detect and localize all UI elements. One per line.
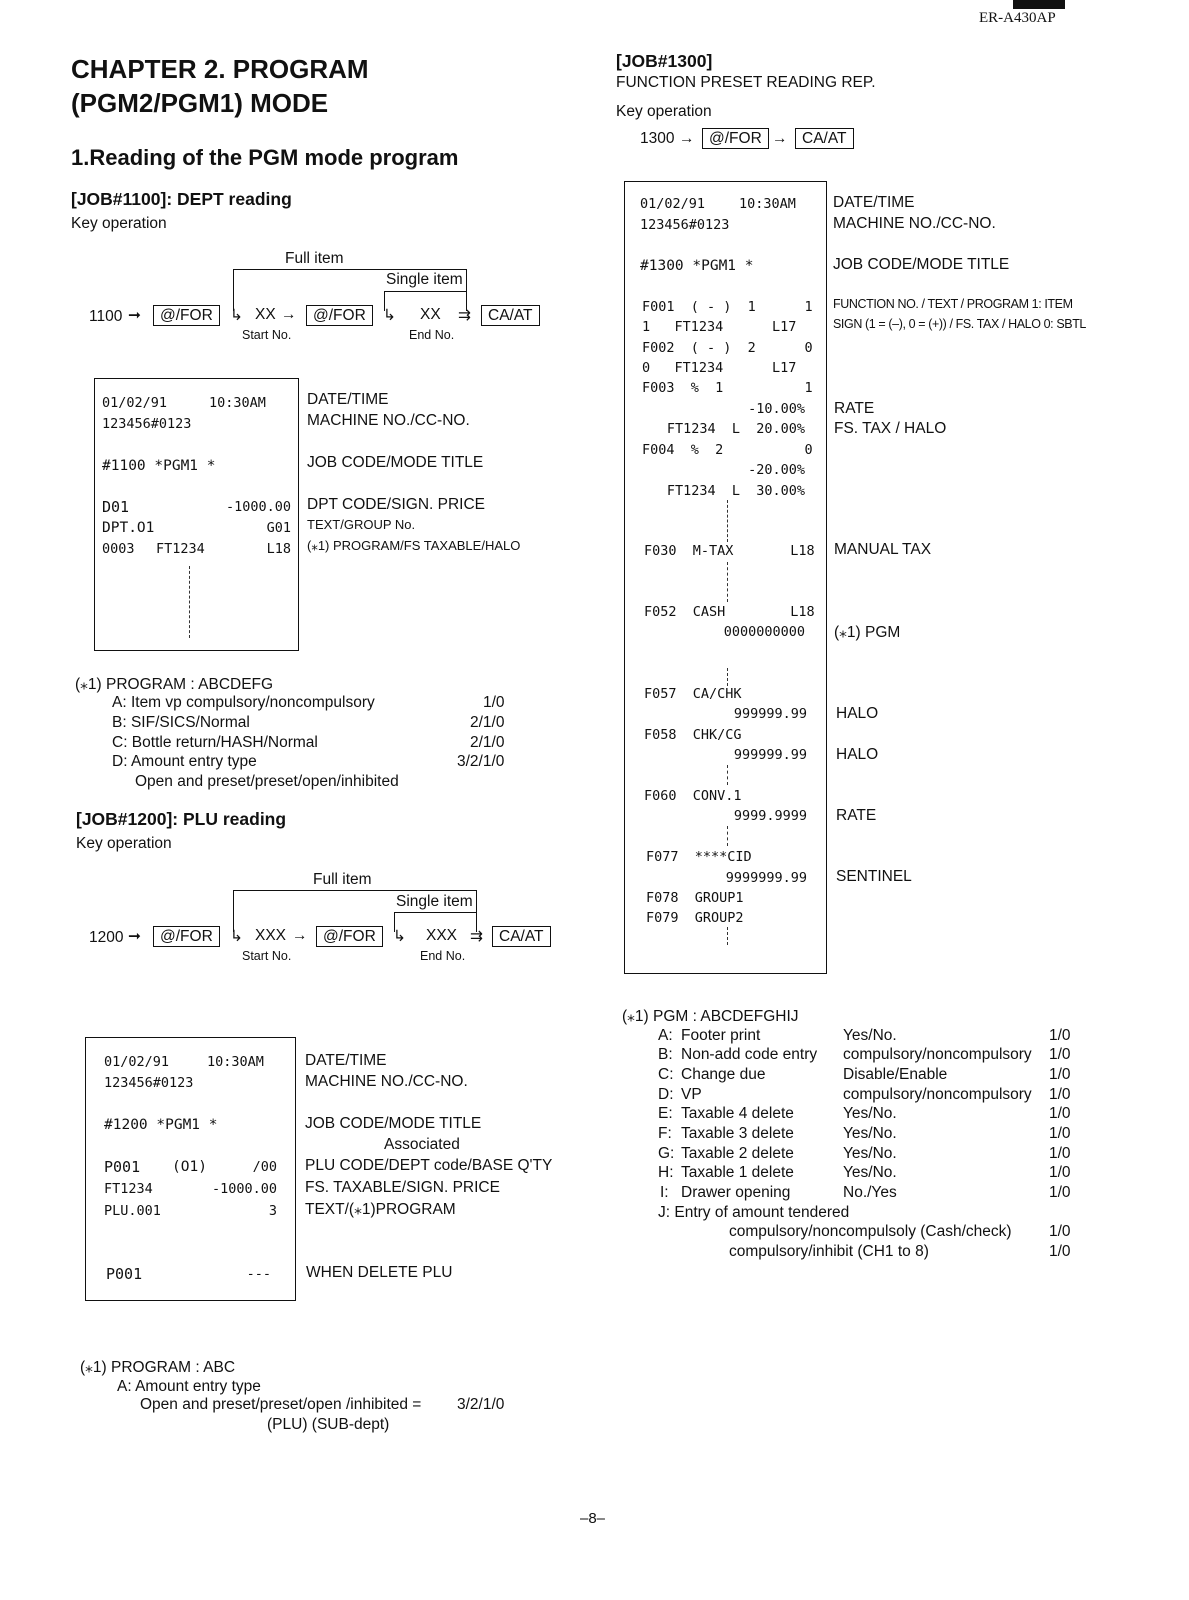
start-no-label: Start No. [242,328,292,342]
label-function-2: SIGN (1 = (–), 0 = (+)) / FS. TAX / HALO 0: SBTL [833,317,1086,331]
label-date-time-2: DATE/TIME [305,1052,387,1069]
full-item-label-2: Full item [313,871,372,888]
label-date-time-3: DATE/TIME [833,194,915,211]
receipt-1100: 01/02/91 10:30AM 123456#0123 #1100 *PGM1 * D01 -1000.00 DPT.O1 G01 0003 FT1234 L18 [94,378,299,651]
label-fs-taxable: FS. TAXABLE/SIGN. PRICE [305,1179,500,1196]
for-key-5: @/FOR [702,128,769,149]
label-text-prog: TEXT/(⁎1)PROGRAM [305,1201,456,1218]
code-1300: 1300 [640,130,675,147]
label-manual-tax: MANUAL TAX [834,541,932,558]
label-date-time: DATE/TIME [307,391,389,408]
single-item-label-2: Single item [396,893,473,910]
single-item-label: Single item [386,271,463,288]
job1100-title: [JOB#1100]: DEPT reading [71,189,292,209]
code-1100: 1100 [89,308,123,325]
pgm-note-1300: (⁎1) PGM : ABCDEFGHIJ [622,1008,799,1025]
label-machine: MACHINE NO./CC-NO. [307,412,470,429]
for-key: @/FOR [153,305,220,326]
start-no-label-2: Start No. [242,949,292,963]
label-text-group: TEXT/GROUP No. [307,517,416,532]
section-title: 1.Reading of the PGM mode program [71,145,459,170]
label-halo-2: HALO [836,746,879,763]
job1200-key-operation: Key operation [76,835,172,852]
label-delete-plu: WHEN DELETE PLU [306,1264,453,1281]
label-function-1: FUNCTION NO. / TEXT / PROGRAM 1: ITEM [833,297,1073,311]
xxx-end: XXX [426,927,458,944]
label-halo-1: HALO [836,705,879,722]
model-number: ER-A430AP [979,10,1056,26]
end-no-label: End No. [409,328,455,342]
job1300-title: [JOB#1300] [616,51,713,71]
label-program: (⁎1) PROGRAM/FS TAXABLE/HALO [307,538,521,553]
caat-key-2: CA/AT [492,926,551,947]
label-associated: Associated [384,1136,460,1153]
caat-key-3: CA/AT [795,128,854,149]
job1100-key-operation: Key operation [71,215,167,232]
header-bar [1013,0,1065,9]
code-1200: 1200 [89,929,124,946]
label-machine-2: MACHINE NO./CC-NO. [305,1073,468,1090]
receipt-1200: 01/02/91 10:30AM 123456#0123 #1200 *PGM1 * P001 (O1) /00 FT1234 -1000.00 PLU.001 3 P001 --- [85,1037,296,1301]
label-job-title-3: JOB CODE/MODE TITLE [833,256,1010,273]
receipt-1300: 01/02/91 10:30AM 123456#0123 #1300 *PGM1 * F001 ( - ) 1 1 1 FT1234 L17 F002 ( - ) 2 0 0 FT1234 L17 F003 % 1 1 -10.00% FT1234 L 20.00% F004 % 2 0 -20.00% FT1234 L 30.00% F030 M-TAX L18 F052 CASH L18 0000000000 F057 CA/CHK 999999.99 F058 CHK/CG 999999.99 F060 CONV.1 9999.9999 F077 ****CID 9999999.99 F078 GROUP1 F079 GROUP2 [624,181,827,974]
xx-end: XX [420,306,441,323]
caat-key: CA/AT [481,305,540,326]
job1200-title: [JOB#1200]: PLU reading [76,809,287,829]
end-no-label-2: End No. [420,949,466,963]
xx-start: XX [255,306,276,323]
chapter-title-line1: CHAPTER 2. PROGRAM [71,54,369,84]
label-rate-2: RATE [836,807,877,824]
label-job-title-2: JOB CODE/MODE TITLE [305,1115,482,1132]
label-rate: RATE [834,400,875,417]
job1300-key-operation: Key operation [616,103,712,120]
label-plu-code: PLU CODE/DEPT code/BASE Q'TY [305,1157,553,1174]
page-number: –8– [580,1510,606,1527]
for-key-2: @/FOR [306,305,373,326]
label-job-title: JOB CODE/MODE TITLE [307,454,484,471]
program-note-1200: (⁎1) PROGRAM : ABC [80,1359,236,1376]
label-fs-tax-halo: FS. TAX / HALO [834,420,947,437]
xxx-start: XXX [255,927,287,944]
label-sentinel: SENTINEL [836,868,912,885]
full-item-label: Full item [285,250,344,267]
program-note-1100: (⁎1) PROGRAM : ABCDEFG [75,676,274,693]
for-key-4: @/FOR [316,926,383,947]
label-pgm: (⁎1) PGM [834,624,901,641]
job1300-subtitle: FUNCTION PRESET READING REP. [616,74,876,91]
for-key-3: @/FOR [153,926,220,947]
chapter-title-line2: (PGM2/PGM1) MODE [71,88,329,118]
label-machine-3: MACHINE NO./CC-NO. [833,215,996,232]
label-dpt-code: DPT CODE/SIGN. PRICE [307,496,485,513]
